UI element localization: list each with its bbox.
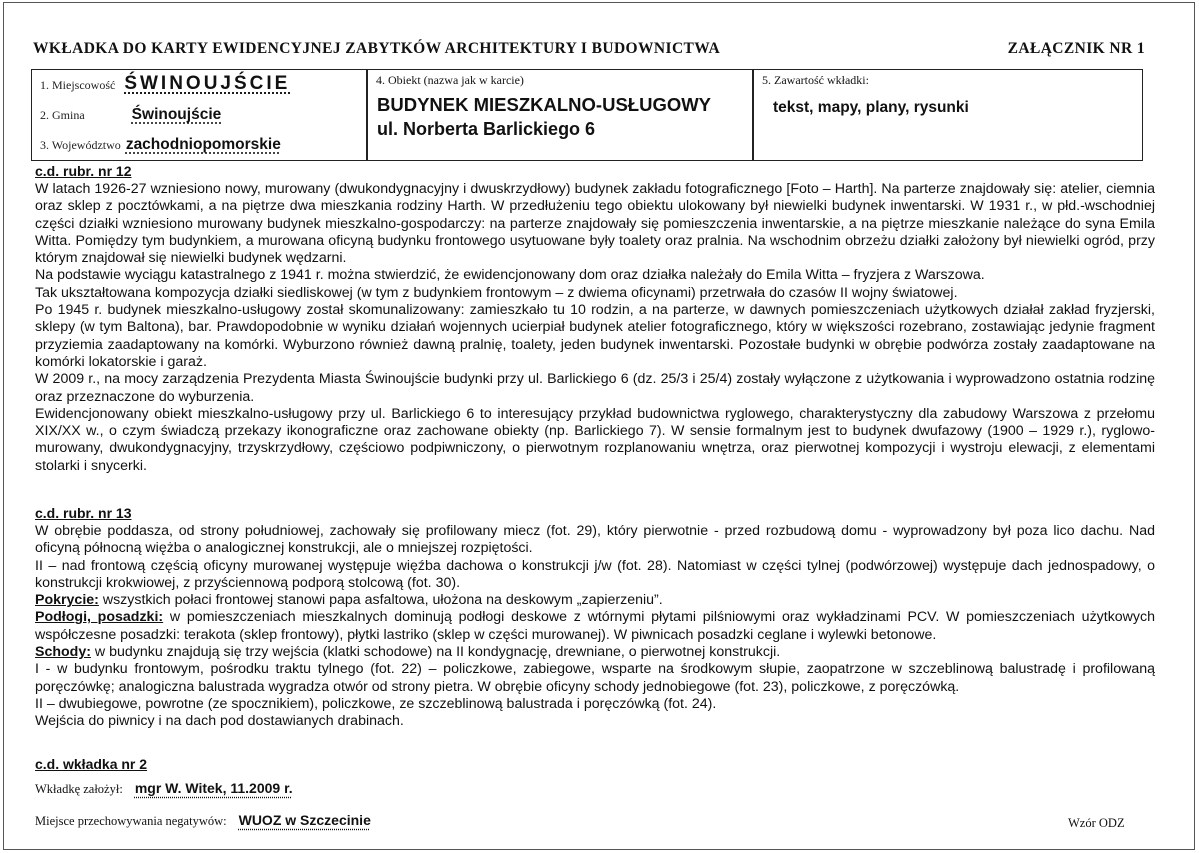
section-13-paragraph: II – dwubiegowe, powrotne (ze spocznikiem), policzkowe, ze szczeblinową balustrada i poręczówką (fot. 24). xyxy=(35,695,717,712)
info-divider-2 xyxy=(752,70,754,160)
section-13-heading: c.d. rubr. nr 13 xyxy=(35,505,132,521)
section-12-paragraph: Na podstawie wyciągu katastralnego z 1941 r. można stwierdzić, że ewidencjonowany dom oraz działka należały do Emila Witta – fryzjera z Warszowa. xyxy=(35,267,985,284)
floors-heading: Podłogi, posadzki: xyxy=(35,609,164,626)
storage-value: WUOZ w Szczecinie xyxy=(238,812,371,828)
section-12-body xyxy=(35,181,1155,475)
section-12-heading: c.d. rubr. nr 12 xyxy=(35,163,132,179)
floors-text: w pomieszczeniach mieszkalnych dominują podłogi deskowe z wtórnymi płytami pilśniowymi oraz wykładzinami PCV. W pomieszczeniach użytkowych współczesne posadzki: terakota (sklep frontowy), płytki lastriko (sklep w części murowanej). W piwnicach posadzki ceglane i wylewki betonowe. xyxy=(35,609,1156,643)
town-value: ŚWINOUJŚCIE xyxy=(124,73,291,94)
section-13-paragraph: Wejścia do piwnicy i na dach pod dostawianych drabinach. xyxy=(35,713,404,730)
section-13-paragraph: II – nad frontową częścią oficyny murowanej występuje więźba dachowa o konstrukcji j/w (fot. 28). Natomiast w części tylnej (podwórzowej) występuje dach jednospadowy, o konstrukcji krokwiowej, z przyściennową podporą stolcową (fot. 30). xyxy=(35,557,1155,591)
section-13-paragraph: W obrębie poddasza, od strony południowej, zachowały się profilowany miecz (fot. 29), który pierwotnie - przed rozbudową domu - wyprowadzony był poza lico dachu. Nad oficyną północną więżba o analogicznej konstrukcji, ale o mniejszej rozpiętości. xyxy=(35,523,1155,557)
section-12-paragraph: W 2009 r., na mocy zarządzenia Prezydenta Miasta Świnoujście budynki przy ul. Barlickiego 6 (dz. 25/3 i 25/4) zostały wyłączone z użytkowania i wyprowadzono ostatnia rodzinę oraz przeznaczone do wyburzenia. xyxy=(35,371,1155,405)
object-label: 4. Obiekt (nazwa jak w karcie) xyxy=(376,73,524,87)
commune-row xyxy=(40,106,221,124)
stairs-text: w budynku znajdują się trzy wejścia (klatki schodowe) na II kondygnację, drewniane, o pierwotnej konstrukcji. xyxy=(90,644,781,661)
form-model: Wzór ODZ xyxy=(1068,816,1125,830)
section-12-paragraph: Tak ukształtowana kompozycja działki siedliskowej (w tym z budynkiem frontowym – z dwiema oficynami) przetrwała do czasów II wojny światowej. xyxy=(35,284,958,301)
document-title: WKŁADKA DO KARTY EWIDENCYJNEJ ZABYTKÓW ARCHITEKTURY I BUDOWNICTWA xyxy=(33,40,721,57)
section-13-paragraph: I - w budynku frontowym, pośrodku traktu tylnego (fot. 22) – policzkowe, zabiegowe, wsparte na środkowym słupie, zaopatrzone w szczeblinową balustradę i profilowaną poręczówkę; analogiczna balustrada wygradza otwór od strony pietra. W obrębie oficyny schody jednobiegowe (fot. 23), policzkowe, z poręczówką. xyxy=(35,661,1155,695)
info-box xyxy=(31,69,1143,161)
section-12-paragraph: Po 1945 r. budynek mieszkalno-usługowy został skomunalizowany: zamieszkało tu 10 rodzin, a na parterze, w dawnych pomieszczeniach użytkowych działał zakład fryzjerski, sklepy (w tym Baltona), bar. Prawdopodobnie w wyniku działań wojennych ucierpiał budynek atelier fotograficznego, który w większości rozebrano, zostawiając jedynie fragment przyziemia zaadaptowany na komórki. Wyburzono również dawną pralnię, toalety, jeden budynek inwentarski. Pozostałe budynki w obrębie podwórza zostały zaadaptowane na komórki lokatorskie i garaż. xyxy=(35,302,1155,370)
made-by-line xyxy=(35,780,293,797)
section-12-paragraph: W latach 1926-27 wzniesiono nowy, murowany (dwukondygnacyjny i dwuskrzydłowy) budynek zakładu fotograficznego [Foto – Harth]. Na parterze znajdowały się: atelier, ciemnia oraz sklep z pocztówkami, a na piętrze dwa mieszkania rodziny Harth. W przedłużeniu tego obiektu ulokowany był niewielki budynek inwentarski. W 1931 r., w płd.-wschodniej części działki wzniesiono murowany budynek mieszkalno-gospodarczy: na parterze znajdowały się pomieszczenia inwentarskie, a na piętrze mieszkanie należące do syna Emila Witta. Pomiędzy tym budynkiem, a murowana oficyną budynku frontowego usytuowane były toalety oraz pralnia. Na wschodnim obrzeżu działki założony był niewielki ogród, przy którym znajdował się niewielki budynek wędzarni. xyxy=(35,181,1155,267)
voivodeship-row xyxy=(40,136,281,154)
made-by-label: Wkładkę założył: xyxy=(35,782,123,796)
object-address: ul. Norberta Barlickiego 6 xyxy=(377,119,596,139)
section-12-paragraph: Ewidencjonowany obiekt mieszkalno-usługowy przy ul. Barlickiego 6 to interesujący przykład budownictwa ryglowego, charakterystyczny dla zabudowy Warszowa z przełomu XIX/XX w., o czym świadczą przekazy ikonograficzne oraz zachowane obiekty (np. Barlickiego 7). W sensie formalnym jest to budynek dwufazowy (1900 – 1929 r.), ryglowo-murowany, dwukondygnacyjny, trzyskrzydłowy, częściowo podpiwniczony, o pierwotnym rozplanowaniu wnętrza, oraz pierwotnej kompozycji i wystroju elewacji, z elementami stolarki i snycerki. xyxy=(35,405,1155,474)
annex-number: ZAŁĄCZNIK NR 1 xyxy=(1007,40,1145,57)
voivodeship-value: zachodniopomorskie xyxy=(125,136,281,153)
roofing-paragraph xyxy=(35,592,1155,609)
document-header xyxy=(33,40,1145,64)
town-row xyxy=(40,73,290,95)
storage-label: Miejsce przechowywania negatywów: xyxy=(35,814,227,828)
floors-paragraph xyxy=(35,609,1155,644)
voivodeship-label: 3. Województwo xyxy=(40,138,121,152)
stairs-heading: Schody: xyxy=(35,644,91,661)
commune-label: 2. Gmina xyxy=(40,108,85,122)
town-label: 1. Miejscowość xyxy=(40,78,116,92)
info-divider-1 xyxy=(366,70,368,160)
contents-value: tekst, mapy, plany, rysunki xyxy=(773,99,969,116)
object-name: BUDYNEK MIESZKALNO-USŁUGOWY xyxy=(377,94,712,115)
roofing-heading: Pokrycie: xyxy=(35,592,99,609)
stairs-paragraph xyxy=(35,644,1155,661)
storage-line xyxy=(35,812,371,829)
section-13-body xyxy=(35,523,1155,731)
commune-value: Świnoujście xyxy=(131,106,222,123)
roofing-text: wszystkich połaci frontowej stanowi papa asfaltowa, ułożona na deskowym „zapierzeniu”. xyxy=(98,592,663,609)
insert-continuation-heading: c.d. wkładka nr 2 xyxy=(35,756,148,772)
made-by-value: mgr W. Witek, 11.2009 r. xyxy=(134,780,293,796)
contents-label: 5. Zawartość wkładki: xyxy=(762,73,869,87)
